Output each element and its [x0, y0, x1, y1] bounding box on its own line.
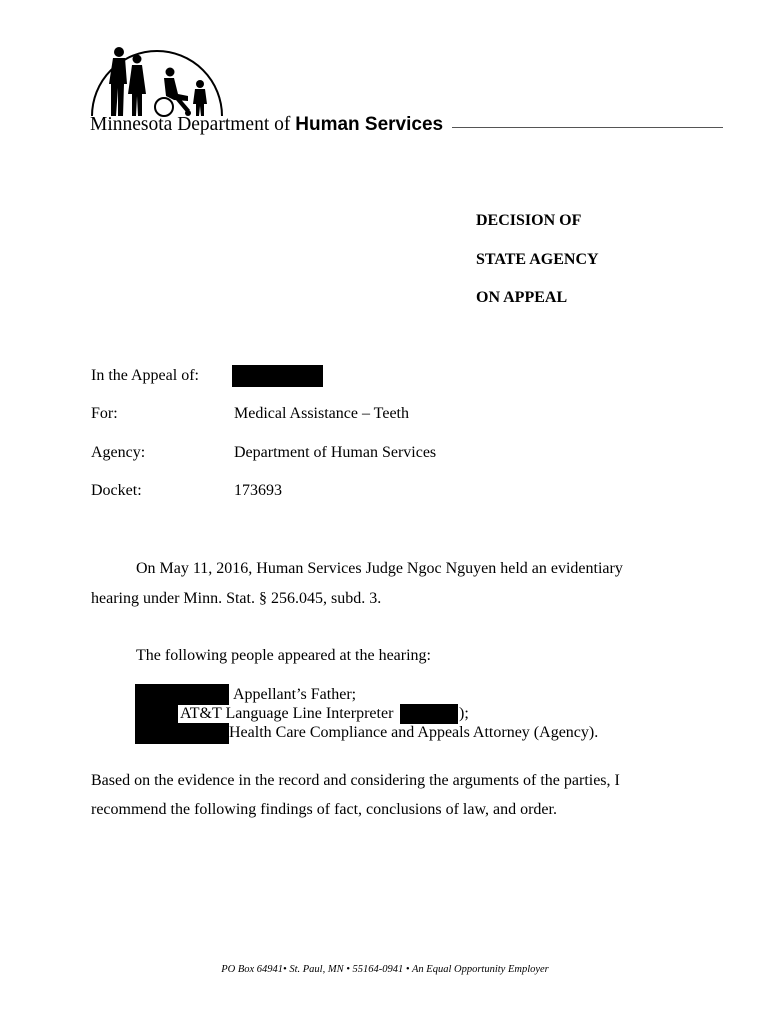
- department-bold: Human Services: [295, 114, 444, 135]
- redacted-attorney-name: [135, 724, 220, 744]
- recommendation-line-1: Based on the evidence in the record and considering the arguments of the parties, I: [91, 772, 620, 789]
- header-rule: [452, 127, 723, 128]
- redacted-interpreter-id: [400, 704, 458, 724]
- department-prefix: Minnesota Department of: [90, 114, 291, 135]
- appearance-attorney: , Health Care Compliance and Appeals Attorney (Agency).: [221, 724, 599, 741]
- appeal-of-label: In the Appeal of:: [91, 367, 199, 384]
- decision-title-line-1: DECISION OF: [476, 212, 582, 229]
- docket-label: Docket:: [91, 482, 142, 499]
- agency-label: Agency:: [91, 444, 146, 461]
- footer-address: PO Box 64941• St. Paul, MN • 55164-0941 • An Equal Opportunity Employer: [221, 964, 549, 975]
- hearing-paragraph-line-2: hearing under Minn. Stat. § 256.045, subd. 3.: [91, 590, 382, 607]
- family-silhouette-logo-icon: [90, 44, 224, 118]
- appearance-father: Appellant’s Father;: [233, 686, 357, 703]
- decision-title-line-3: ON APPEAL: [476, 289, 568, 306]
- agency-value: Department of Human Services: [234, 444, 437, 461]
- appearance-interpreter-close: );: [459, 705, 469, 722]
- redacted-appellant-name: [232, 365, 323, 387]
- appearance-interpreter: AT&T Language Line Interpreter: [180, 705, 394, 722]
- for-value: Medical Assistance – Teeth: [234, 405, 409, 422]
- appearances-intro: The following people appeared at the hearing:: [136, 647, 431, 664]
- department-name: [90, 114, 443, 136]
- recommendation-line-2: recommend the following findings of fact, conclusions of law, and order.: [91, 801, 557, 818]
- hearing-paragraph-line-1: On May 11, 2016, Human Services Judge Ngoc Nguyen held an evidentiary: [136, 560, 623, 577]
- decision-title-line-2: STATE AGENCY: [476, 251, 599, 268]
- for-label: For:: [91, 405, 118, 422]
- docket-value: 173693: [234, 482, 282, 499]
